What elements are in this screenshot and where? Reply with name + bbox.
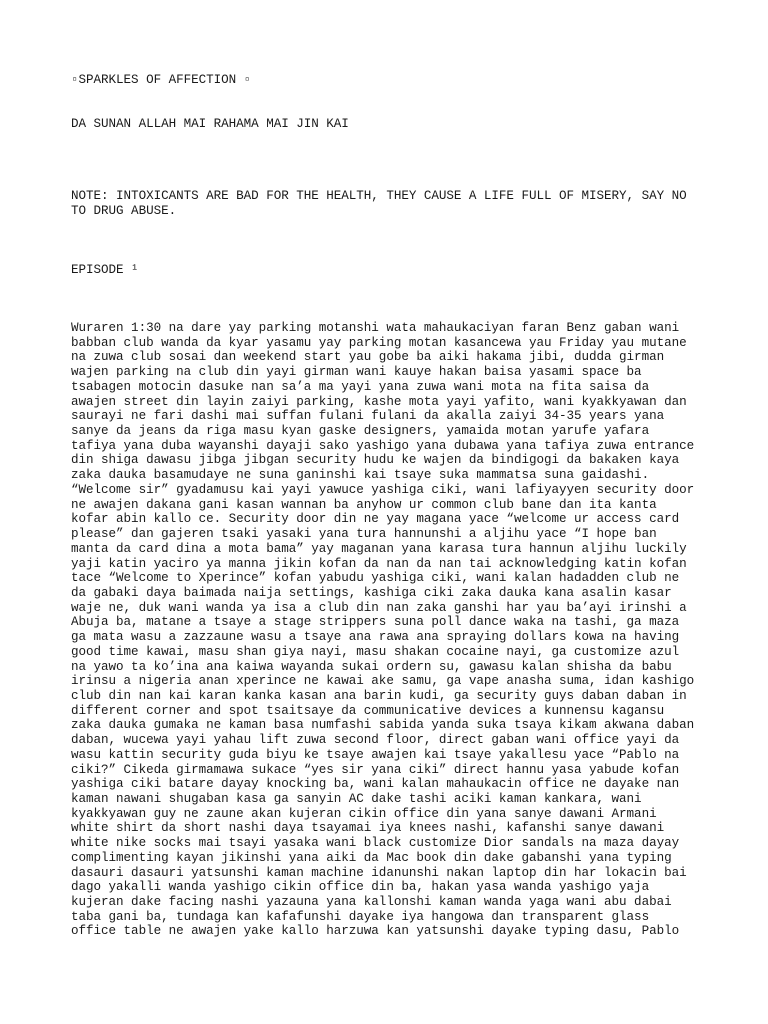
body-line: ne awajen dakana gani kasan wannan ba anyhow ur common club bane dan ita kanta xyxy=(71,497,657,512)
body-line: kyakkyawan guy ne zaune akan kujeran cikin office din yana sanye dawani Armani xyxy=(71,806,657,821)
body-line: complimenting kayan jikinshi yana aiki da Mac book din dake gabanshi yana typing xyxy=(71,850,672,865)
body-line: daban, wucewa yayi yahau lift zuwa second floor, direct gaban wani office yayi da xyxy=(71,733,680,748)
body-line: Wuraren 1:30 na dare yay parking motanshi wata mahaukaciyan faran Benz gaban wani xyxy=(71,321,680,335)
body-line: sanye da jeans da riga masu kyan gaske designers, yamaida motan yarufe yafara xyxy=(71,424,650,439)
body-line: tafiya yana duba wayanshi dayaji sako yashigo yana dubawa yana tafiya zuwa entrance xyxy=(71,438,695,453)
body-line: Abuja ba, matane a tsaye a stage strippers suna poll dance waka na tashi, ga maza xyxy=(71,615,680,630)
body-line: na yawo ta ko’ina ana kaiwa wayanda sukai ordern su, gawasu kalan shisha da babu xyxy=(71,659,672,674)
note-line-1: NOTE: INTOXICANTS ARE BAD FOR THE HEALTH, THEY CAUSE A LIFE FULL OF MISERY, SAY NO xyxy=(71,189,687,203)
body-line: office table ne awajen yake kallo harzuwa kan yatsunshi dayake typing dasu, Pablo xyxy=(71,924,680,939)
body-line: different corner and spot tsaitsaye da communicative devices a kunnensu kagansu xyxy=(71,703,665,718)
body-line: please” dan gajeren tsaki yasaki yana tura hannunshi a aljihu yace “I hope ban xyxy=(71,527,657,542)
body-line: saurayi ne fari dashi mai suffan fulani fulani da akalla zaiyi 34-35 years yana xyxy=(71,409,665,424)
body-line: manta da card dina a mota bama” yay maganan yana karasa tura hannun aljihu luckily xyxy=(71,541,687,556)
body-line: dasauri dasauri yatsunshi kaman machine idanunshi nakan laptop din har lokacin bai xyxy=(71,865,687,880)
body-line: white nike socks mai tsayi yasaka wani black customize Dior sandals na maza dayay xyxy=(71,836,680,851)
body-line: awajen street din layin zaiyi parking, kashe mota yayi yafito, wani kyakkyawan dan xyxy=(71,394,687,409)
body-line: wajen parking na club din yayi girman wani kauye hakan baisa yasami space ba xyxy=(71,365,642,380)
body-line: babban club wanda da kyar yasamu yay parking motan kasancewa yau Friday yau mutane xyxy=(71,335,687,350)
body-line: din shiga dawasu jibga jibgan security hudu ke wajen da bindigogi da bakaken kaya xyxy=(71,453,680,468)
body-line: dago yakalli wanda yashigo cikin office din ba, hakan yasa wanda yashigo yaja xyxy=(71,880,650,895)
body-line: club din nan kai karan kanka kasan ana barin kudi, ga security guys daban daban in xyxy=(71,688,687,703)
body-line: zaka dauka basamudaye ne suna ganinshi kai tsaye suka mammatsa suna gaidashi. xyxy=(71,468,650,483)
body-line: yaji katin yaciro ya manna jikin kofan da nan da nan tai acknowledging katin kofan xyxy=(71,556,687,571)
story-title: ▫SPARKLES OF AFFECTION ▫ xyxy=(71,73,252,87)
body-line: good time kawai, masu shan giya nayi, masu shakan cocaine nayi, ga customize azul xyxy=(71,644,680,659)
body-line: kaman nawani shugaban kasa ga sanyin AC dake tashi aciki kaman kankara, wani xyxy=(71,792,642,806)
body-line: tsabagen motocin dasuke nan sa’a ma yayi yana zuwa wani mota na fita saisa da xyxy=(71,379,650,394)
body-line: waje ne, duk wani wanda ya isa a club din nan zaka ganshi har yau ba’ayi irinshi a xyxy=(71,600,687,615)
body-line: da gabaki daya baimada naija settings, kashiga ciki zaka dauka kana asalin kasar xyxy=(71,585,672,600)
body-line: “Welcome sir” gyadamusu kai yayi yawuce yashiga ciki, wani lafiyayyen security door xyxy=(71,482,695,497)
episode-label: EPISODE ¹ xyxy=(71,263,139,277)
body-line: kujeran dake facing nashi yazauna yana kallonshi kaman wanda yaga wani abu dabai xyxy=(71,895,672,910)
body-line: yashiga ciki batare dayay knocking ba, wani kalan mahaukacin office ne dayake nan xyxy=(71,777,680,792)
body-line: zaka dauka gumaka ne kaman basa numfashi sabida yanda suka tsaya kikam akwana daban xyxy=(71,718,695,733)
body-line: kofar abin kallo ce. Security door din ne yay magana yace “welcome ur access card xyxy=(71,512,680,527)
body-line: irinsu a nigeria anan xperince ne kawai ake samu, ga vape anasha suma, idan kashigo xyxy=(71,674,695,689)
body-line: tace “Welcome to Xperince” kofan yabudu yashiga ciki, wani kalan hadadden club ne xyxy=(71,571,680,586)
body-line: ciki?” Cikeda girmamawa sukace “yes sir yana ciki” direct hannu yasa yabude kofan xyxy=(71,762,680,777)
body-line: white shirt da short nashi daya tsayamai iya knees nashi, kafanshi sanye dawani xyxy=(71,821,665,836)
body-line: taba gani ba, tundaga kan kafafunshi dayake iya hangowa dan transparent glass xyxy=(71,909,650,924)
story-subtitle: DA SUNAN ALLAH MAI RAHAMA MAI JIN KAI xyxy=(71,117,349,131)
story-body xyxy=(71,321,701,939)
body-line: na zuwa club sosai dan weekend start yau gobe ba aiki hakama jibi, dudda girman xyxy=(71,350,665,365)
note-line-2: TO DRUG ABUSE. xyxy=(71,204,177,218)
body-line: wasu kattin security guda biyu ke tsaye awajen kai tsaye yakallesu yace “Pablo na xyxy=(71,747,680,762)
body-line: ga mata wasu a zazzaune wasu a tsaye ana rawa ana spraying dollars kowa na having xyxy=(71,630,680,645)
